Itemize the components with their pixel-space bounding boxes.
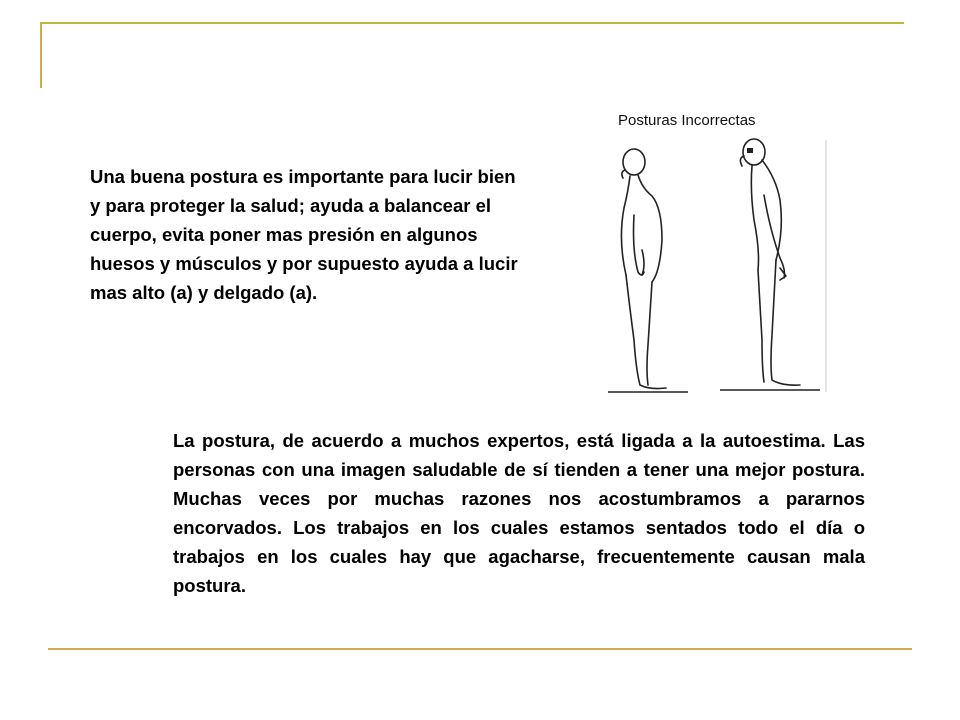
figure-title: Posturas Incorrectas xyxy=(618,112,756,129)
figure-slouched xyxy=(740,139,800,385)
bottom-rule xyxy=(48,648,912,650)
intro-paragraph: Una buena postura es importante para lucir bien y para proteger la salud; ayuda a balancear el cuerpo, evita poner mas presión en algunos huesos y músculos y por supuesto ayuda a lucir mas alto (a) y delgado (a). xyxy=(90,166,518,303)
incorrect-posture-icon xyxy=(590,100,835,400)
posture-figure xyxy=(590,100,835,400)
left-rule xyxy=(40,22,42,88)
body-paragraph: La postura, de acuerdo a muchos expertos, está ligada a la autoestima. Las personas con una imagen saludable de sí tienden a tener una mejor postura. Muchas veces por muchas razones nos acostumbramos a pararnos encorvados. Los trabajos en los cuales estamos sentados todo el día o trabajos en los cuales hay que agacharse, frecuentemente causan mala postura. xyxy=(173,430,865,596)
figure-forward-head xyxy=(621,149,666,389)
top-rule xyxy=(40,22,904,24)
